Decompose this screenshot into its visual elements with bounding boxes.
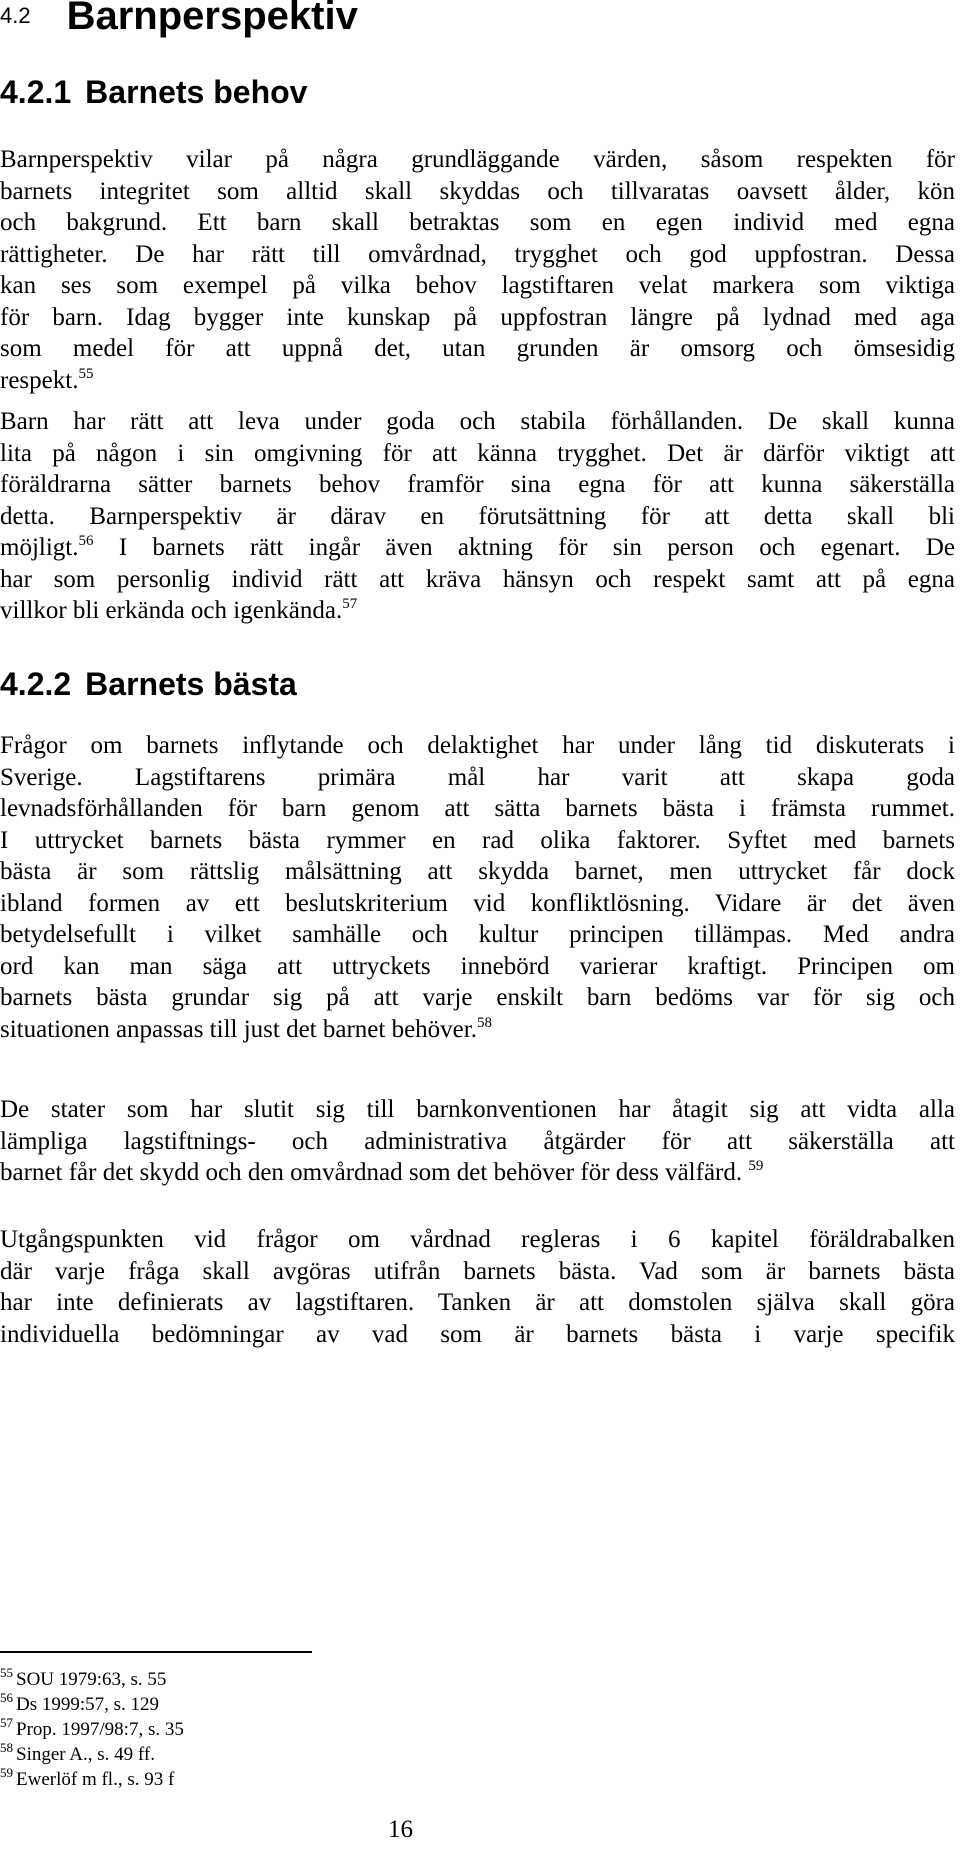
- footnote-ref: 58: [476, 1014, 492, 1031]
- text-line: Sverige. Lagstiftarens primära mål har varit att skapa goda: [0, 763, 955, 791]
- footnote: [0, 1765, 175, 1791]
- text-line: barnets integritet som alltid skall skyddas och tillvaratas oavsett ålder, kön: [0, 177, 955, 205]
- footnote: [0, 1690, 160, 1716]
- text-line: och bakgrund. Ett barn skall betraktas som en egen individ med egna: [0, 209, 955, 236]
- paragraph: [0, 406, 955, 627]
- footnote-ref: 56: [78, 533, 94, 549]
- text-line: kan ses som exempel på vilka behov lagstiftaren velat markera som viktiga: [0, 272, 955, 299]
- text-line: [0, 532, 955, 564]
- text-line: rättigheter. De har rätt till omvårdnad, trygghet och god uppfostran. Dessa: [0, 240, 955, 268]
- footnote-text: Prop. 1997/98:7, s. 35: [16, 1719, 184, 1740]
- page-number: 16: [388, 1816, 413, 1843]
- footnote-ref: 59: [748, 1158, 764, 1174]
- text-fragment: respekt.: [0, 366, 79, 394]
- section-number: 4.2.2: [0, 666, 72, 702]
- text-line: Barn har rätt att leva under goda och stabila förhållanden. De skall kunna: [0, 408, 955, 435]
- text-line: I uttrycket barnets bästa rymmer en rad olika faktorer. Syftet med barnets: [0, 826, 955, 854]
- footnote-ref: 57: [342, 596, 358, 612]
- chapter-title: Barnperspektiv: [66, 0, 358, 38]
- section-title: Barnets bästa: [85, 666, 297, 702]
- text-line: lita på någon i sin omgivning för att känna trygghet. Det är därför viktigt att: [0, 439, 955, 467]
- footnote-ref: 55: [78, 365, 94, 382]
- section-heading-barnets-behov: [0, 74, 307, 111]
- text-line: för barn. Idag bygger inte kunskap på uppfostran längre på lydnad med aga: [0, 303, 955, 331]
- section-number: 4.2.1: [0, 74, 72, 110]
- text-line: som medel för att uppnå det, utan grunden är omsorg och ömsesidig: [0, 335, 955, 362]
- text-fragment: möjligt.: [0, 534, 79, 561]
- text-line: ord kan man säga att uttryckets innebörd varierar kraftigt. Principen om: [0, 952, 955, 980]
- text-line: individuella bedömningar av vad som är barnets bästa i varje specifik: [0, 1320, 955, 1348]
- chapter-number: 4.2: [0, 3, 31, 28]
- footnote-number: 56: [0, 1690, 13, 1705]
- text-fragment: barnet får det skydd och den omvårdnad som det behöver för dess välfärd.: [0, 1159, 743, 1186]
- footnote-number: 55: [0, 1665, 13, 1680]
- footnote: [0, 1665, 167, 1691]
- text-line: betydelsefullt i vilket samhälle och kultur principen tillämpas. Med andra: [0, 921, 955, 948]
- paragraph: [0, 1094, 955, 1189]
- text-line: lämpliga lagstiftnings- och administrativa åtgärder för att säkerställa att: [0, 1127, 955, 1155]
- text-fragment: I barnets rätt ingår även aktning för sin person och egenart. De: [93, 534, 955, 561]
- text-line: [0, 595, 955, 627]
- section-title: Barnets behov: [85, 74, 308, 110]
- text-line: har inte definierats av lagstiftaren. Tanken är att domstolen själva skall göra: [0, 1289, 955, 1316]
- footnote-text: Ewerlöf m fl., s. 93 f: [16, 1769, 175, 1790]
- paragraph: [0, 730, 955, 1045]
- text-line: barnets bästa grundar sig på att varje enskilt barn bedöms var för sig och: [0, 984, 955, 1011]
- footnote-number: 58: [0, 1740, 13, 1755]
- text-line: [0, 365, 955, 397]
- text-line: Utgångspunkten vid frågor om vårdnad regleras i 6 kapitel föräldrabalken: [0, 1226, 955, 1253]
- footnote-text: SOU 1979:63, s. 55: [16, 1669, 167, 1690]
- footnote-text: Ds 1999:57, s. 129: [16, 1694, 160, 1715]
- paragraph: [0, 1224, 955, 1350]
- text-line: Barnperspektiv vilar på några grundläggande värden, såsom respekten för: [0, 146, 955, 173]
- text-line: [0, 1014, 955, 1046]
- text-line: levnadsförhållanden för barn genom att sätta barnets bästa i främsta rummet.: [0, 795, 955, 822]
- text-line: detta. Barnperspektiv är därav en förutsättning för att detta skall bli: [0, 502, 955, 530]
- text-fragment: villkor bli erkända och igenkända.: [0, 597, 343, 624]
- text-line: har som personlig individ rätt att kräva hänsyn och respekt samt att på egna: [0, 565, 955, 593]
- text-line: De stater som har slutit sig till barnkonventionen har åtagit sig att vidta alla: [0, 1096, 955, 1123]
- footnote-number: 59: [0, 1765, 13, 1780]
- footnote: [0, 1740, 155, 1766]
- text-line: Frågor om barnets inflytande och delaktighet har under lång tid diskuterats i: [0, 732, 955, 759]
- text-line: föräldrarna sätter barnets behov framför sina egna för att kunna säkerställa: [0, 471, 955, 498]
- text-line: [0, 1157, 955, 1189]
- text-fragment: situationen anpassas till just det barnet behöver.: [0, 1015, 477, 1043]
- footnote: [0, 1715, 184, 1741]
- paragraph: [0, 144, 955, 396]
- chapter-heading: [0, 0, 358, 39]
- section-heading-barnets-basta: [0, 666, 297, 703]
- text-line: bästa är som rättslig målsättning att skydda barnet, men uttrycket får dock: [0, 858, 955, 885]
- footnote-text: Singer A., s. 49 ff.: [16, 1744, 155, 1765]
- footnote-divider: [0, 1651, 312, 1653]
- footnote-number: 57: [0, 1715, 13, 1730]
- text-line: där varje fråga skall avgöras utifrån barnets bästa. Vad som är barnets bästa: [0, 1257, 955, 1285]
- text-line: ibland formen av ett beslutskriterium vid konfliktlösning. Vidare är det även: [0, 889, 955, 917]
